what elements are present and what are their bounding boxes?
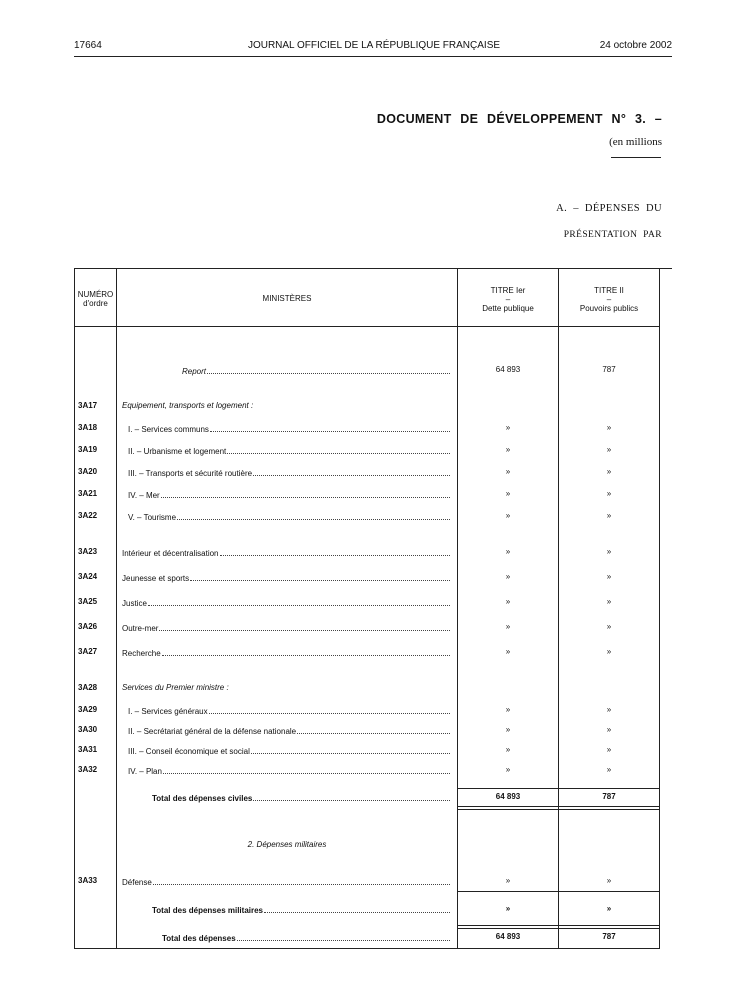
cell-titre1: » (505, 445, 511, 454)
row-label: Justice (122, 599, 147, 608)
cell-titre1: » (505, 467, 511, 476)
row-code: 3A32 (78, 765, 98, 774)
dot-leader (190, 572, 450, 581)
journal-title: JOURNAL OFFICIEL DE LA RÉPUBLIQUE FRANÇAISE (247, 40, 501, 51)
table-row (0, 401, 748, 415)
row-code: 3A29 (78, 705, 98, 714)
table-top-rule (74, 268, 672, 269)
row-label: IV. – Plan (128, 767, 162, 776)
table-row (0, 904, 748, 918)
table-row (0, 932, 748, 946)
row-label: Jeunesse et sports (122, 574, 190, 583)
dot-leader (209, 705, 450, 714)
row-label: II. – Secrétariat général de la défense nationale (128, 727, 297, 736)
cell-titre1: » (505, 489, 511, 498)
cell-titre2: » (606, 489, 612, 498)
cell-titre2: 787 (602, 792, 616, 801)
table-row (0, 511, 748, 525)
dot-leader (148, 597, 450, 606)
cell-titre2: » (606, 445, 612, 454)
table-row (0, 572, 748, 586)
cell-titre2: » (606, 745, 612, 754)
table-bottom-rule (74, 948, 660, 949)
table-row (0, 597, 748, 611)
total-military-double-rule (458, 928, 659, 929)
dot-leader (177, 511, 450, 520)
table-row (0, 745, 748, 759)
total-civil-bottom-rule (458, 806, 659, 807)
cell-titre1: » (505, 876, 511, 885)
row-code: 3A33 (78, 876, 98, 885)
table-row (0, 683, 748, 697)
cell-titre2: » (606, 547, 612, 556)
row-code: 3A28 (78, 683, 98, 692)
table-row (0, 547, 748, 561)
table-row (0, 445, 748, 459)
presentation-heading: PRÉSENTATION PAR (563, 230, 662, 240)
row-label: I. – Services communs (128, 425, 209, 434)
row-label: Défense (122, 878, 152, 887)
cell-titre2: » (606, 597, 612, 606)
total-civil-double-rule (458, 809, 659, 810)
dot-leader (220, 547, 451, 556)
dot-leader (159, 622, 450, 631)
row-code: 3A19 (78, 445, 98, 454)
cell-titre1: » (505, 765, 511, 774)
table-row (0, 876, 748, 890)
total-civil-top-rule (458, 788, 659, 789)
cell-titre2: » (606, 725, 612, 734)
row-label: V. – Tourisme (128, 513, 177, 522)
dot-leader (237, 932, 450, 941)
dot-leader (253, 467, 450, 476)
dot-leader (264, 904, 450, 913)
row-label: Total des dépenses (162, 934, 236, 943)
row-label: Recherche (122, 649, 161, 658)
row-label: III. – Transports et sécurité routière (128, 469, 253, 478)
row-code: 3A20 (78, 467, 98, 476)
row-label: Total des dépenses civiles (152, 794, 253, 803)
row-label: I. – Services généraux (128, 707, 208, 716)
cell-titre1: 64 893 (495, 365, 521, 374)
page-number: 17664 (74, 40, 102, 51)
dot-leader (161, 489, 450, 498)
row-label: Total des dépenses militaires (152, 906, 264, 915)
cell-titre1: » (505, 547, 511, 556)
row-code: 3A30 (78, 725, 98, 734)
cell-titre1: » (505, 647, 511, 656)
row-label: Intérieur et décentralisation (122, 549, 219, 558)
table-row (0, 423, 748, 437)
table-row (0, 725, 748, 739)
unit-rule (611, 157, 661, 158)
dot-leader (251, 745, 450, 754)
row-code: 3A22 (78, 511, 98, 520)
total-military-top-rule (458, 891, 659, 892)
row-label: Services du Premier ministre : (122, 683, 229, 692)
row-code: 3A27 (78, 647, 98, 656)
header-numero: NUMÉRO d'ordre (77, 290, 114, 308)
row-label: Equipement, transports et logement : (122, 401, 254, 410)
table-row (0, 467, 748, 481)
document-title: DOCUMENT DE DÉVELOPPEMENT N° 3. – (376, 112, 662, 126)
row-code: 3A24 (78, 572, 98, 581)
cell-titre2: » (606, 876, 612, 885)
row-code: 3A31 (78, 745, 98, 754)
row-label: Outre-mer (122, 624, 159, 633)
row-label: III. – Conseil économique et social (128, 747, 250, 756)
cell-titre1: 64 893 (495, 792, 521, 801)
row-code: 3A26 (78, 622, 98, 631)
row-code: 3A25 (78, 597, 98, 606)
cell-titre2: » (606, 765, 612, 774)
dot-leader (210, 423, 450, 432)
table-row (0, 365, 748, 379)
row-code: 3A21 (78, 489, 98, 498)
row-code: 3A17 (78, 401, 98, 410)
cell-titre2: » (606, 904, 612, 913)
table-row (0, 647, 748, 661)
cell-titre1: » (505, 572, 511, 581)
dot-leader (207, 365, 450, 374)
table-row (0, 765, 748, 779)
header-bottom-rule (74, 326, 660, 327)
subsection-title: 2. Dépenses militaires (247, 840, 327, 849)
cell-titre1: » (505, 511, 511, 520)
cell-titre2: » (606, 572, 612, 581)
dot-leader (162, 647, 450, 656)
dot-leader (253, 792, 450, 801)
header-titre1: TITRE Ier – Dette publique (482, 286, 534, 313)
table-row (0, 489, 748, 503)
cell-titre2: » (606, 423, 612, 432)
cell-titre2: 787 (602, 365, 616, 374)
table-row (0, 840, 748, 854)
publication-date: 24 octobre 2002 (599, 40, 672, 51)
dot-leader (297, 725, 450, 734)
cell-titre2: 787 (602, 932, 616, 941)
row-code: 3A18 (78, 423, 98, 432)
cell-titre2: » (606, 647, 612, 656)
dot-leader (153, 876, 450, 885)
row-label: IV. – Mer (128, 491, 160, 500)
section-heading: A. – DÉPENSES DU (556, 203, 662, 214)
table-row (0, 705, 748, 719)
cell-titre1: » (505, 725, 511, 734)
cell-titre1: » (505, 597, 511, 606)
cell-titre1: » (505, 705, 511, 714)
cell-titre2: » (606, 467, 612, 476)
dot-leader (163, 765, 450, 774)
cell-titre1: » (505, 745, 511, 754)
cell-titre1: » (505, 904, 511, 913)
cell-titre2: » (606, 705, 612, 714)
total-military-bottom-rule (458, 925, 659, 926)
cell-titre1: 64 893 (495, 932, 521, 941)
row-label: II. – Urbanisme et logement (128, 447, 227, 456)
cell-titre1: » (505, 622, 511, 631)
dot-leader (227, 445, 450, 454)
header-ministeres: MINISTÈRES (262, 294, 312, 303)
row-label: Report (182, 367, 207, 376)
table-row (0, 792, 748, 806)
cell-titre2: » (606, 511, 612, 520)
cell-titre1: » (505, 423, 511, 432)
unit-note: (en millions (609, 136, 662, 148)
header-rule (74, 56, 672, 57)
table-row (0, 622, 748, 636)
row-code: 3A23 (78, 547, 98, 556)
header-titre2: TITRE II – Pouvoirs publics (579, 286, 639, 313)
cell-titre2: » (606, 622, 612, 631)
